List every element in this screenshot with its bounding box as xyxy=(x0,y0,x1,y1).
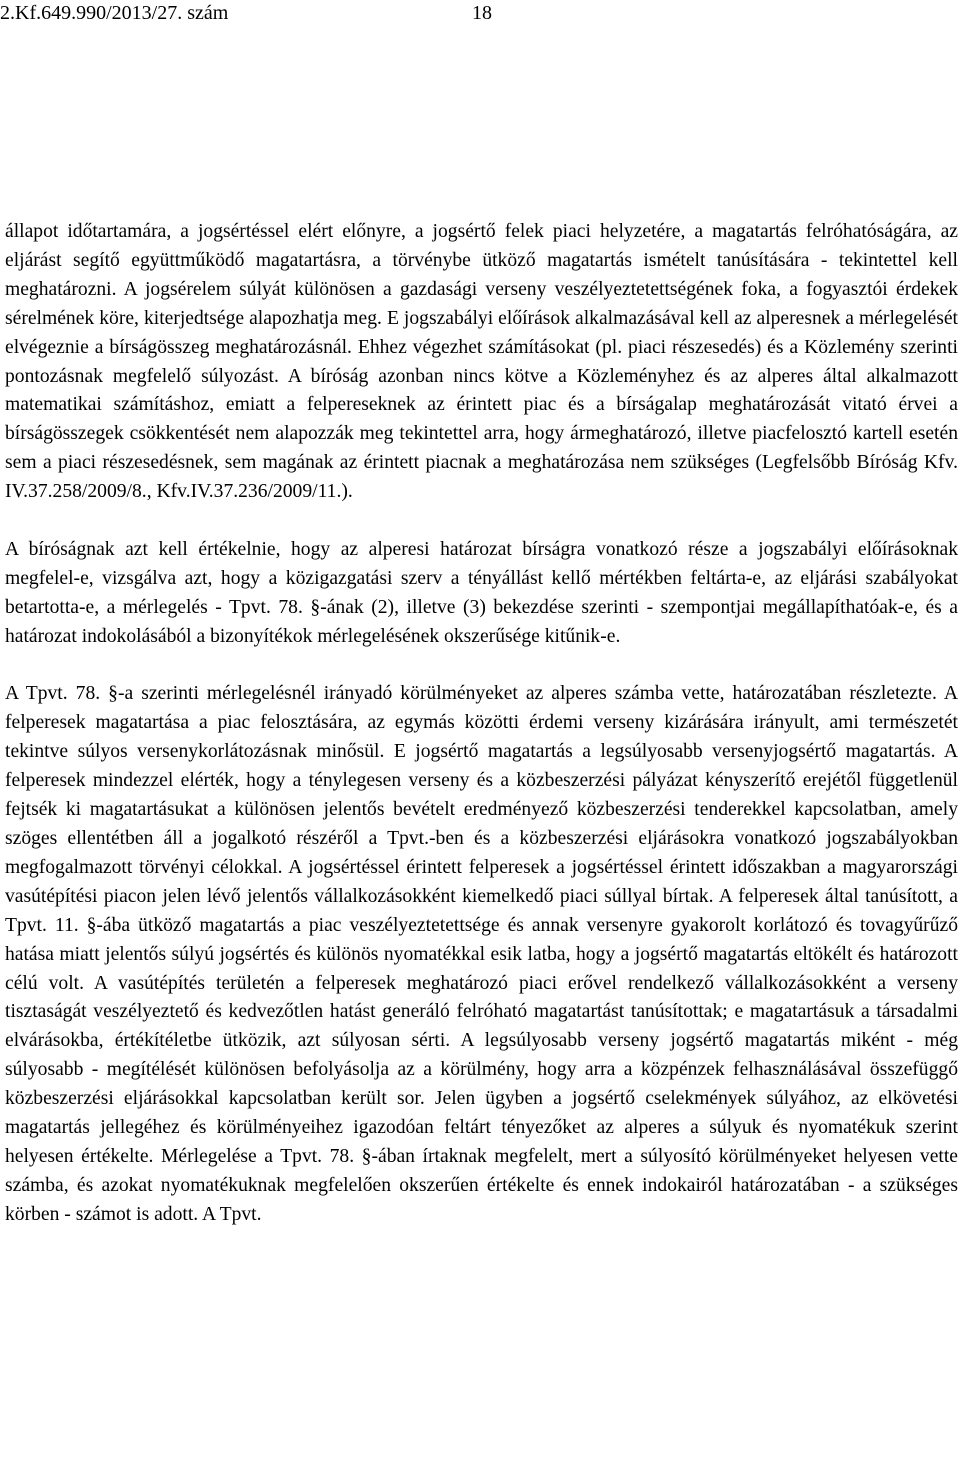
page-number: 18 xyxy=(472,2,492,24)
document-body xyxy=(5,218,958,1230)
page-header xyxy=(0,0,960,30)
paragraph-weighing-circumstances: A Tpvt. 78. §-a szerinti mérlegelésnél irányadó körülményeket az alperes számba vette, határozatában részletezte. A felperesek magatartása a piac felosztására, az egymás közötti érdemi verseny kizárására irányult, ami természetét tekintve súlyos versenykorlátozásnak minősül. E jogsértő magatartás a legsúlyosabb versenyjogsértő magatartás. A felperesek mindezzel elérték, hogy a ténylegesen verseny és a közbeszerzési pályázat kényszerítő erejétől függetlenül fejtsék ki magatartásukat a különösen jelentős bevételt eredményező közbeszerzési tenderekkel kapcsolatban, amely szöges ellentétben áll a jogalkotó részéről a Tpvt.-ben és a közbeszerzési eljárásokra vonatkozó jogszabályokban megfogalmazott törvényi célokkal. A jogsértéssel érintett felperesek a jogsértéssel érintett időszakban a magyarországi vasútépítési piacon jelen lévő jelentős vállalkozásokként kiemelkedő piaci súllyal bírtak. A felperesek által tanúsított, a Tpvt. 11. §-ába ütköző magatartás a piac veszélyeztetettsége és annak versenyre gyakorolt korlátozó és tovagyűrűző hatása miatt jelentős súlyú jogsértés és különös nyomatékkal esik latba, hogy a jogsértő magatartás eltökélt és határozott célú volt. A vasútépítés területén a felperesek meghatározó piaci erővel rendelkező vállalkozásokként a verseny tisztaságát veszélyeztető és kedvezőtlen hatást generáló felróható magatartást tanúsítottak; e magatartásuk a társadalmi elvárásokba, értékítéletbe ütközik, azt súlyosan sérti. A legsúlyosabb verseny jogsértő magatartás miként - még súlyosabb - megítélését különösen befolyásolja az a körülmény, hogy arra a közpénzek felhasználásával összefüggő közbeszerzési eljárásokkal kapcsolatban került sor. Jelen ügyben a jogsértő cselekmények súlyához, az elkövetési magatartás jellegéhez és körülményeihez igazodóan feltárt tényezőket az alperes a súlyuk és nyomatékuk szerint helyesen értékelte. Mérlegelése a Tpvt. 78. §-ában írtaknak megfelelt, mert a súlyosító körülményeket helyesen vette számba, és azokat nyomatékuknak megfelelően okszerűen értékelte és ennek indokairól határozatában - a szükséges körben - számot is adott. A Tpvt. xyxy=(5,683,958,1225)
paragraph-penalty-criteria: állapot időtartamára, a jogsértéssel elért előnyre, a jogsértő felek piaci helyzetére, a magatartás felróhatóságára, az eljárást segítő együttműködő magatartásra, a törvénybe ütköző magatartás ismételt tanúsítására - tekintettel kell meghatározni. A jogsérelem súlyát különösen a gazdasági verseny veszélyeztetettségének foka, a fogyasztói érdekek sérelmének köre, kiterjedtsége alapozhatja meg. E jogszabályi előírások alkalmazásával kell az alperesnek a mérlegelését elvégeznie a bírságösszeg meghatározásnál. Ehhez végezhet számításokat (pl. piaci részesedés) és a Közlemény szerinti pontozásnak megfelelő súlyozást. A bíróság azonban nincs kötve a Közleményhez és az alperes által alkalmazott matematikai számításhoz, emiatt a felpereseknek az érintett piac és a bírságalap meghatározását vitató érvei a bírságösszegek csökkentését nem alapozzák meg tekintettel arra, hogy ármeghatározó, illetve piacfelosztó kartell esetén sem a piaci részesedésnek, sem magának az érintett piacnak a meghatározása nem szükséges (Legfelsőbb Bíróság Kfv. IV.37.258/2009/8., Kfv.IV.37.236/2009/11.). xyxy=(5,221,958,503)
paragraph-court-review: A bíróságnak azt kell értékelnie, hogy az alperesi határozat bírságra vonatkozó része a jogszabályi előírásoknak megfelel-e, vizsgálva azt, hogy a közigazgatási szerv a tényállást kellő mértékben feltárta-e, az eljárási szabályokat betartotta-e, a mérlegelés - Tpvt. 78. §-ának (2), illetve (3) bekezdése szerinti - szempontjai megállapíthatóak-e, és a határozat indokolásából a bizonyítékok mérlegelésének okszerűsége kitűnik-e. xyxy=(5,538,958,647)
case-number: 2.Kf.649.990/2013/27. szám xyxy=(0,2,229,24)
